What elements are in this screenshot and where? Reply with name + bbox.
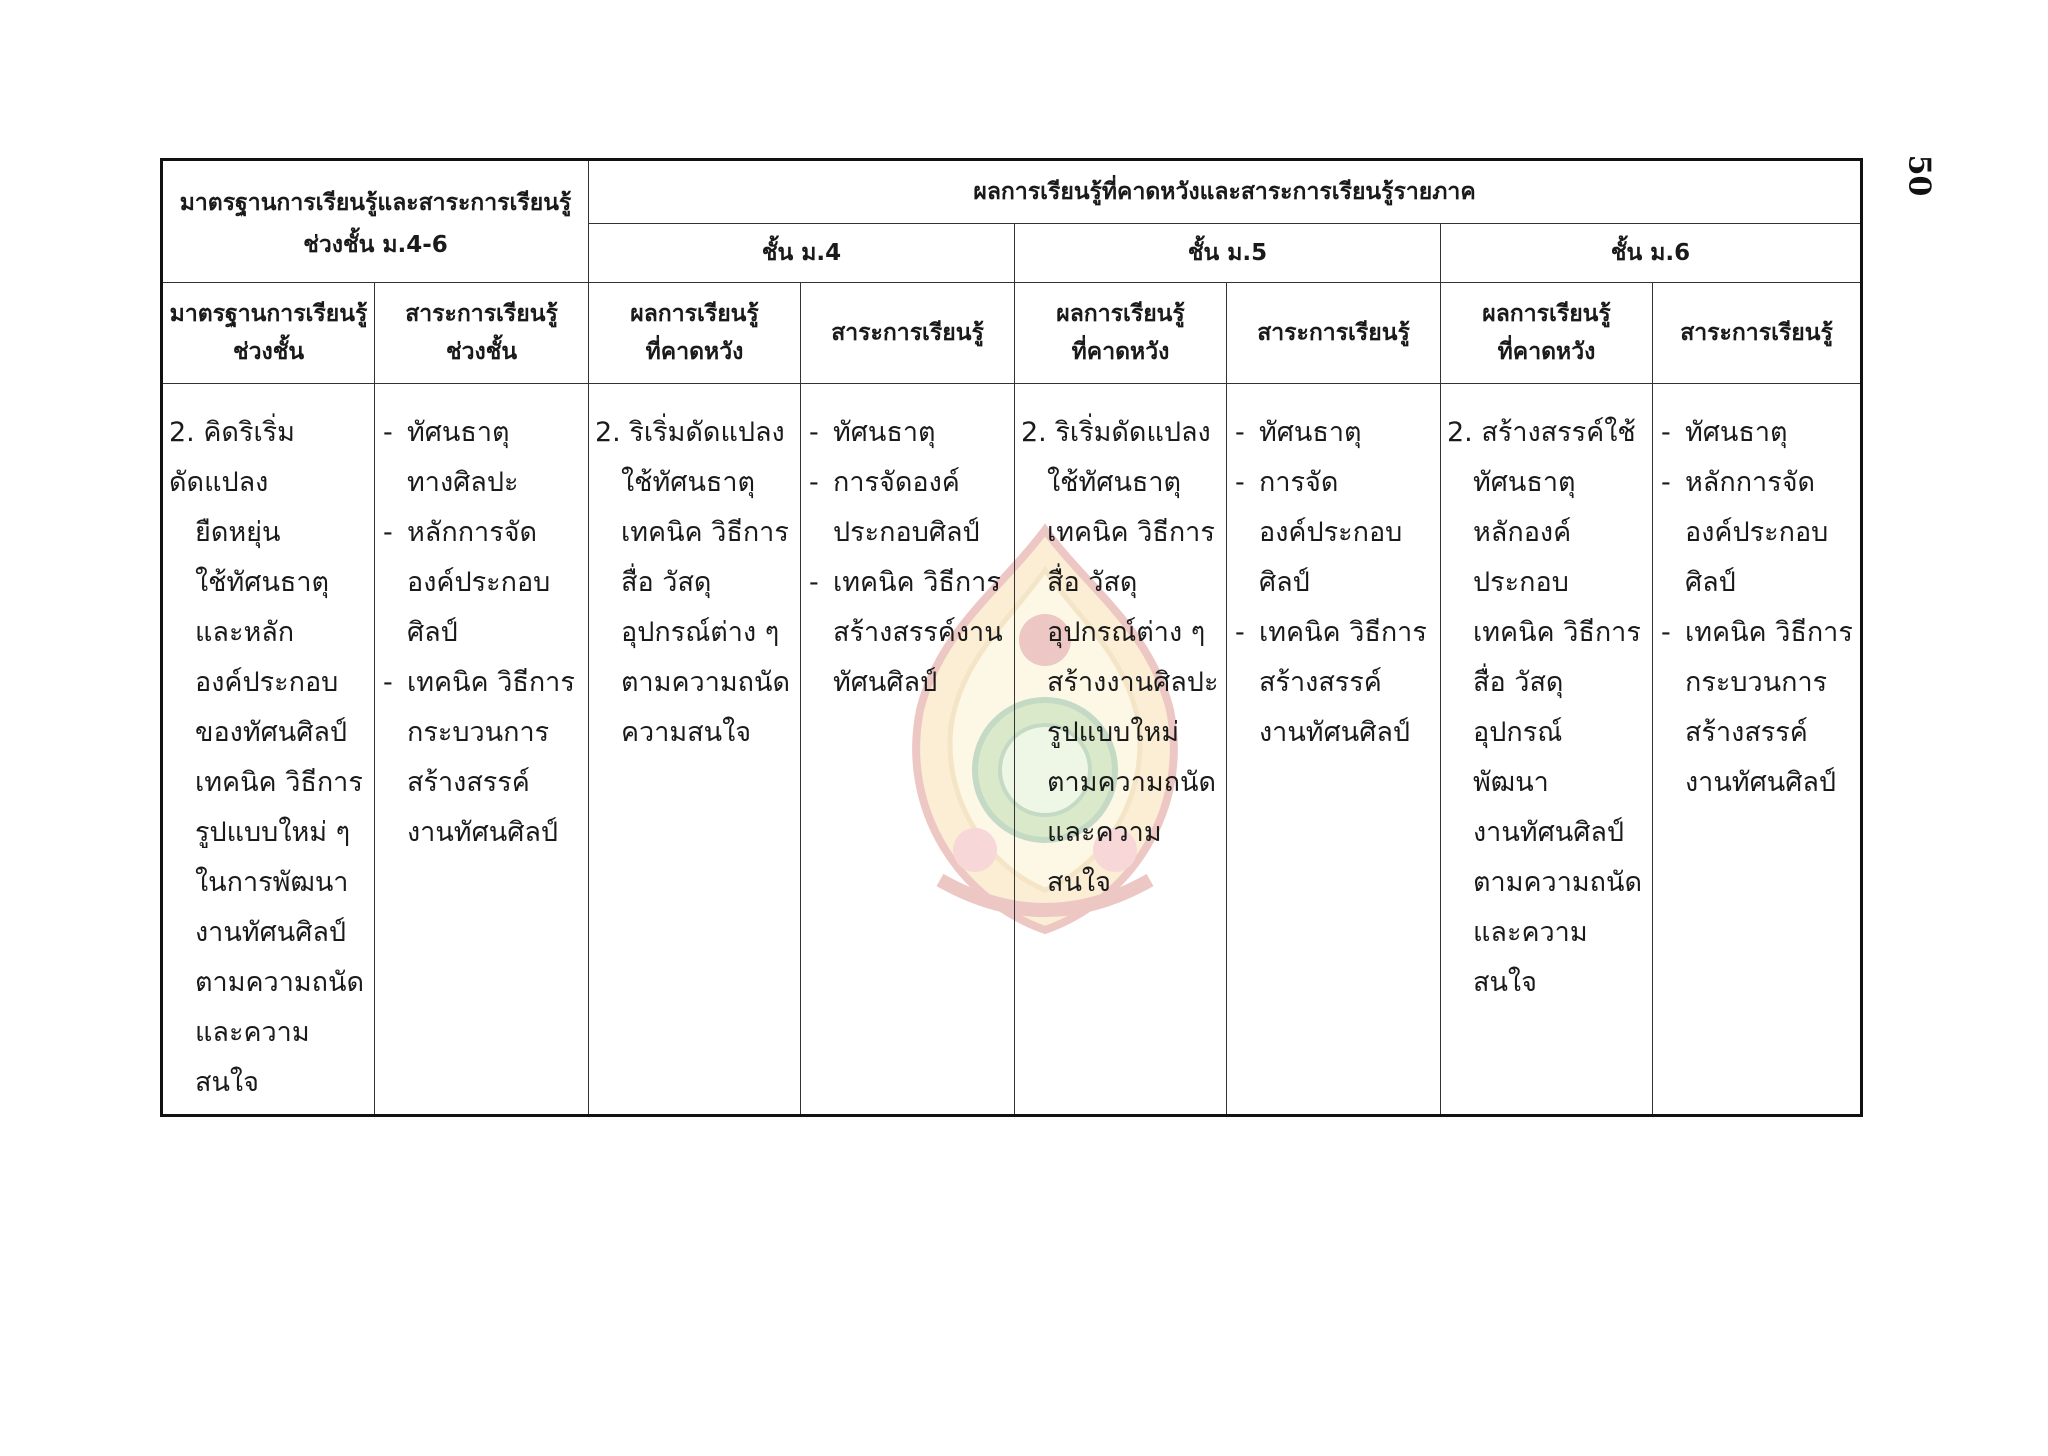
dash-bullet-icon: -: [1235, 467, 1245, 498]
subheader-standard-line1: มาตรฐานการเรียนรู้: [169, 301, 368, 327]
numbered-item-line: สื่อ วัสดุ: [1047, 567, 1138, 598]
bullet-item-line: องค์ประกอบ: [1259, 517, 1403, 548]
numbered-item-first-line: 2. ริเริ่มดัดแปลง: [1021, 417, 1211, 448]
numbered-item-line: หลักองค์ประกอบ: [1473, 517, 1572, 598]
header-standard-group-line1: มาตรฐานการเรียนรู้และสาระการเรียนรู้: [179, 189, 572, 216]
numbered-item-line: ตามความถนัด: [195, 967, 365, 998]
curriculum-table: [160, 158, 1863, 1117]
dash-bullet-icon: -: [1235, 417, 1245, 448]
numbered-item-line: ใช้ทัศนธาตุ: [1047, 467, 1182, 498]
bullet-item-line: การจัด: [1259, 467, 1339, 498]
bullet-item: [381, 658, 582, 858]
dash-bullet-icon: -: [383, 517, 393, 548]
numbered-item-line: เทคนิค วิธีการ: [1473, 617, 1641, 648]
numbered-item-line: สื่อ วัสดุ: [621, 567, 712, 598]
bullet-item: [1233, 408, 1434, 458]
numbered-item-line: สร้างงานศิลปะ: [1047, 667, 1219, 698]
subheader-standard-line2: ช่วงชั้น: [232, 339, 305, 365]
subheader-m5-content: สาระการเรียนรู้: [1227, 283, 1441, 384]
bullet-item: [807, 458, 1008, 558]
numbered-item-line: ตามความถนัด: [1473, 867, 1643, 898]
numbered-item-line: สื่อ วัสดุ: [1473, 667, 1564, 698]
subheader-m6-outcome: [1441, 283, 1653, 384]
subheader-m6-outcome-line1: ผลการเรียนรู้: [1482, 301, 1611, 327]
subheader-m6-outcome-line2: ที่คาดหวัง: [1497, 339, 1596, 365]
subheader-m5-outcome-line1: ผลการเรียนรู้: [1056, 301, 1185, 327]
bullet-item-line: ทัศนธาตุ: [1685, 417, 1788, 448]
numbered-item-line: ยืดหยุ่น: [195, 517, 281, 548]
numbered-item-first-line: 2. คิดริเริ่ม ดัดแปลง: [169, 417, 295, 498]
numbered-item-line: ตามความถนัด: [621, 667, 791, 698]
bullet-item: [1233, 608, 1434, 758]
numbered-item-line: ตามความถนัด: [1047, 767, 1217, 798]
numbered-item-line: อุปกรณ์ต่าง ๆ: [621, 617, 780, 648]
dash-bullet-icon: -: [1235, 617, 1245, 648]
bullet-item-line: ประกอบศิลป์: [833, 517, 980, 548]
bullet-item-line: กระบวนการ: [407, 717, 550, 748]
bullet-item-line: ทัศนธาตุ: [833, 417, 936, 448]
header-grade-m6: ชั้น ม.6: [1441, 224, 1862, 283]
bullet-item-line: หลักการจัด: [407, 517, 538, 548]
numbered-item-line: องค์ประกอบ: [195, 667, 339, 698]
bullet-item-line: ศิลป์: [407, 617, 458, 648]
dash-bullet-icon: -: [383, 417, 393, 448]
bullet-item-line: เทคนิค วิธีการ: [1685, 617, 1853, 648]
numbered-item-line: ใช้ทัศนธาตุ: [621, 467, 756, 498]
cell-m4-outcome: [589, 384, 801, 1116]
numbered-item-line: รูปแบบใหม่ ๆ: [195, 817, 351, 848]
numbered-item-line: ของทัศนศิลป์: [195, 717, 348, 748]
numbered-item-line: ทัศนธาตุ: [1473, 467, 1576, 498]
dash-bullet-icon: -: [809, 417, 819, 448]
numbered-item-line: งานทัศนศิลป์: [195, 917, 347, 948]
numbered-item-line: และความสนใจ: [1047, 817, 1162, 898]
bullet-item-line: สร้างสรรค์: [1259, 667, 1382, 698]
bullet-item-line: ทัศนธาตุ: [1259, 417, 1362, 448]
bullet-item: [1659, 458, 1854, 608]
bullet-item-line: สร้างสรรค์งาน: [833, 617, 1003, 648]
subheader-m4-content: สาระการเรียนรู้: [801, 283, 1015, 384]
subheader-standard: [162, 283, 375, 384]
numbered-item-line: อุปกรณ์ พัฒนา: [1473, 717, 1563, 798]
header-grade-m4: ชั้น ม.4: [589, 224, 1015, 283]
numbered-item-line: ความสนใจ: [621, 717, 752, 748]
dash-bullet-icon: -: [1661, 417, 1671, 448]
header-grade-m5: ชั้น ม.5: [1015, 224, 1441, 283]
subheader-standard-content-line2: ช่วงชั้น: [445, 339, 518, 365]
bullet-item: [381, 508, 582, 658]
numbered-item-line: เทคนิค วิธีการ: [1047, 517, 1215, 548]
dash-bullet-icon: -: [1661, 467, 1671, 498]
bullet-item: [1233, 458, 1434, 608]
bullet-item-line: ทัศนธาตุ: [407, 417, 510, 448]
bullet-item-line: เทคนิค วิธีการ: [1259, 617, 1427, 648]
subheader-m5-outcome-line2: ที่คาดหวัง: [1071, 339, 1170, 365]
cell-standard-content: [375, 384, 589, 1116]
subheader-standard-content-line1: สาระการเรียนรู้: [405, 301, 558, 327]
numbered-item-line: รูปแบบใหม่: [1047, 717, 1180, 748]
cell-m6-content: [1653, 384, 1862, 1116]
page-number: 50: [1901, 154, 1937, 197]
bullet-item-line: เทคนิค วิธีการ: [407, 667, 575, 698]
dash-bullet-icon: -: [809, 567, 819, 598]
dash-bullet-icon: -: [809, 467, 819, 498]
numbered-item-line: งานทัศนศิลป์: [1473, 817, 1625, 848]
subheader-standard-content: [375, 283, 589, 384]
bullet-item-line: งานทัศนศิลป์: [1685, 767, 1837, 798]
numbered-item-line: ในการพัฒนา: [195, 867, 349, 898]
bullet-item-line: สร้างสรรค์: [1685, 717, 1808, 748]
bullet-item-line: งานทัศนศิลป์: [407, 817, 559, 848]
numbered-item-line: อุปกรณ์ต่าง ๆ: [1047, 617, 1206, 648]
bullet-item-line: หลักการจัด: [1685, 467, 1816, 498]
numbered-item-first-line: 2. สร้างสรรค์ใช้: [1447, 417, 1636, 448]
bullet-item-line: งานทัศนศิลป์: [1259, 717, 1411, 748]
header-outcome-group: ผลการเรียนรู้ที่คาดหวังและสาระการเรียนรู้รายภาค: [589, 160, 1862, 224]
bullet-item-line: ศิลป์: [1259, 567, 1310, 598]
cell-m6-outcome: [1441, 384, 1653, 1116]
subheader-m5-outcome: [1015, 283, 1227, 384]
numbered-item-line: ใช้ทัศนธาตุ: [195, 567, 330, 598]
bullet-item: [381, 408, 582, 508]
dash-bullet-icon: -: [1661, 617, 1671, 648]
numbered-item-line: และความสนใจ: [195, 1017, 310, 1098]
numbered-item-line: เทคนิค วิธีการ: [621, 517, 789, 548]
bullet-item-line: ทัศนศิลป์: [833, 667, 938, 698]
bullet-item-line: องค์ประกอบ: [407, 567, 551, 598]
cell-m5-content: [1227, 384, 1441, 1116]
bullet-item-line: เทคนิค วิธีการ: [833, 567, 1001, 598]
cell-standard: [162, 384, 375, 1116]
bullet-item: [807, 558, 1008, 708]
bullet-item-line: ทางศิลปะ: [407, 467, 519, 498]
numbered-item-line: และหลัก: [195, 617, 295, 648]
header-standard-group-line2: ช่วงชั้น ม.4-6: [303, 231, 448, 258]
numbered-item-first-line: 2. ริเริ่มดัดแปลง: [595, 417, 785, 448]
subheader-m4-outcome: [589, 283, 801, 384]
bullet-item: [807, 408, 1008, 458]
bullet-item-line: องค์ประกอบศิลป์: [1685, 517, 1829, 598]
subheader-m4-outcome-line1: ผลการเรียนรู้: [630, 301, 759, 327]
bullet-item: [1659, 608, 1854, 808]
subheader-m6-content: สาระการเรียนรู้: [1653, 283, 1862, 384]
header-standard-group: [162, 160, 589, 283]
bullet-item-line: สร้างสรรค์: [407, 767, 530, 798]
cell-m5-outcome: [1015, 384, 1227, 1116]
cell-m4-content: [801, 384, 1015, 1116]
bullet-item: [1659, 408, 1854, 458]
subheader-m4-outcome-line2: ที่คาดหวัง: [645, 339, 744, 365]
numbered-item-line: และความสนใจ: [1473, 917, 1588, 998]
dash-bullet-icon: -: [383, 667, 393, 698]
bullet-item-line: กระบวนการ: [1685, 667, 1828, 698]
numbered-item-line: เทคนิค วิธีการ: [195, 767, 363, 798]
bullet-item-line: การจัดองค์: [833, 467, 960, 498]
